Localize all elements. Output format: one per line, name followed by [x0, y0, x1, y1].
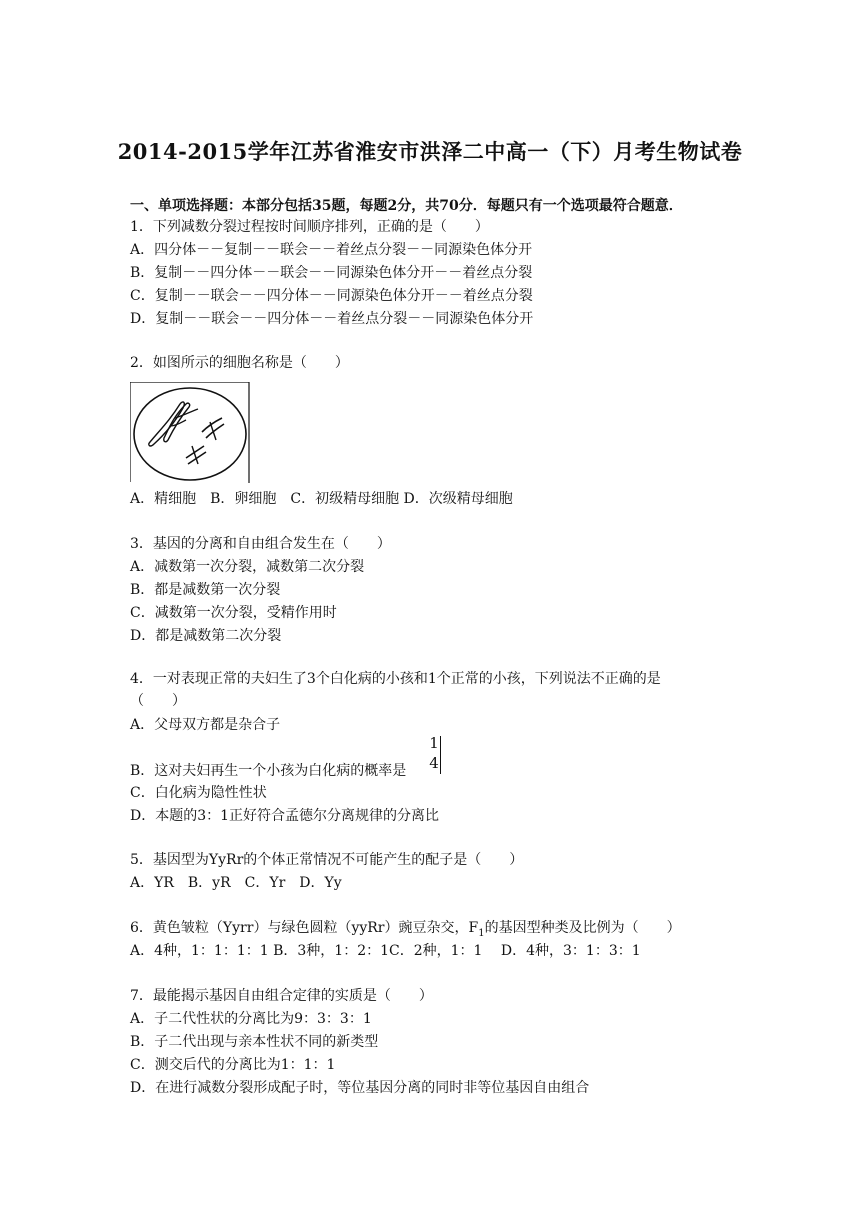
cell-diagram-figure: [130, 382, 252, 488]
question-4-option-b: B．这对夫妇再生一个小孩为白化病的概率是: [130, 763, 407, 779]
question-1-option-a: A．四分体－－复制－－联会－－着丝点分裂－－同源染色体分开: [130, 242, 533, 258]
fraction-bar: [440, 736, 441, 774]
question-1-option-b: B．复制－－四分体－－联会－－同源染色体分开－－着丝点分裂: [130, 265, 533, 281]
question-6-subscript: 1: [478, 927, 485, 939]
question-6-stem-text-end: 的基因型种类及比例为（ ）: [484, 920, 681, 936]
question-4-stem: 4．一对表现正常的夫妇生了3个白化病的小孩和1个正常的小孩，下列说法不正确的是: [130, 671, 661, 687]
question-4-option-a: A．父母双方都是杂合子: [130, 717, 281, 733]
question-5-options: A．YR B．yR C．Yr D．Yy: [130, 875, 342, 891]
question-7-option-c: C．测交后代的分离比为1：1：1: [130, 1057, 336, 1073]
cell-membrane: [134, 388, 246, 480]
question-3-option-b: B．都是减数第一次分裂: [130, 582, 281, 598]
question-6-options: A．4种，1：1：1：1 B．3种，1：2：1C．2种，1：1 D．4种，3：1：3：1: [130, 943, 641, 959]
question-4-option-c: C．白化病为隐性性状: [130, 785, 267, 801]
question-3-stem: 3．基因的分离和自由组合发生在（ ）: [130, 536, 391, 552]
question-7-option-a: A．子二代性状的分离比为9：3：3：1: [130, 1011, 372, 1027]
question-7-stem: 7．最能揭示基因自由组合定律的实质是（ ）: [130, 988, 433, 1004]
question-2-stem: 2．如图所示的细胞名称是（ ）: [130, 355, 349, 371]
question-1-option-d: D．复制－－联会－－四分体－－着丝点分裂－－同源染色体分开: [130, 311, 534, 327]
question-5-stem: 5．基因型为YyRr的个体正常情况不可能产生的配子是（ ）: [130, 852, 524, 868]
question-4-option-d: D．本题的3：1正好符合孟德尔分离规律的分离比: [130, 808, 440, 824]
question-6-stem-text: 6．黄色皱粒（Yyrr）与绿色圆粒（yyRr）豌豆杂交，F: [130, 920, 479, 936]
question-3-option-c: C．减数第一次分裂，受精作用时: [130, 605, 337, 621]
fraction-denominator: 4: [429, 754, 439, 772]
question-3-option-a: A．减数第一次分裂，减数第二次分裂: [130, 559, 365, 575]
question-4-stem-cont: （ ）: [130, 693, 186, 709]
question-3-option-d: D．都是减数第二次分裂: [130, 628, 282, 644]
question-1-option-c: C．复制－－联会－－四分体－－同源染色体分开－－着丝点分裂: [130, 288, 533, 304]
cell-diagram: [130, 382, 252, 484]
question-7-option-d: D．在进行减数分裂形成配子时，等位基因分离的同时非等位基因自由组合: [130, 1080, 590, 1096]
section-heading: 一、单项选择题：本部分包括35题，每题2分，共70分．每题只有一个选项最符合题意．: [130, 198, 683, 214]
question-1-stem: 1．下列减数分裂过程按时间顺序排列，正确的是（ ）: [130, 219, 489, 235]
question-2-options: A．精细胞 B．卵细胞 C．初级精母细胞 D．次级精母细胞: [130, 491, 513, 507]
question-7-option-b: B．子二代出现与亲本性状不同的新类型: [130, 1034, 379, 1050]
page-title: 2014-2015学年江苏省淮安市洪泽二中高一（下）月考生物试卷: [117, 139, 743, 164]
fraction-numerator: 1: [429, 734, 439, 752]
